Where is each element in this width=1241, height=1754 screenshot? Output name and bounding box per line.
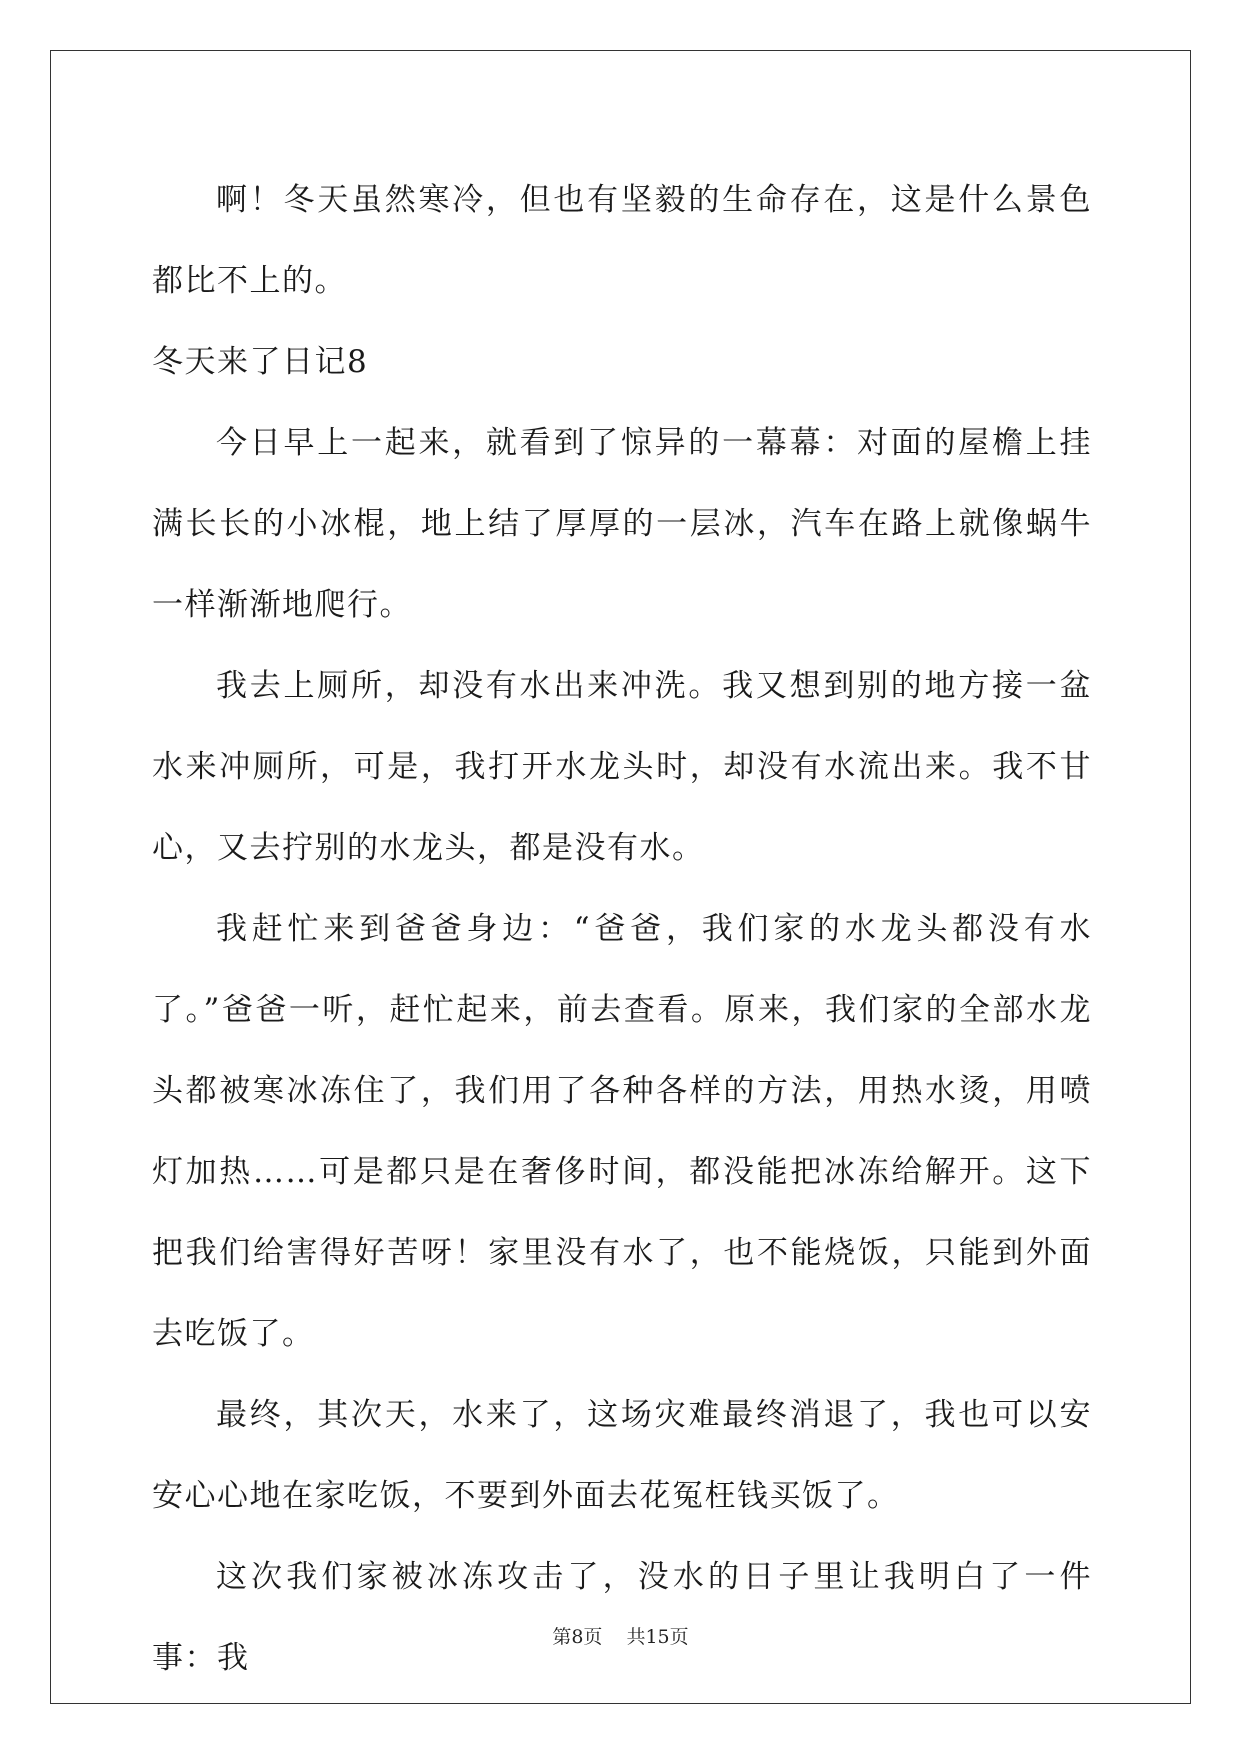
- paragraph-2: 今日早上一起来，就看到了惊异的一幕幕：对面的屋檐上挂满长长的小冰棍，地上结了厚厚的一层冰，汽车在路上就像蜗牛一样渐渐地爬行。: [152, 425, 1092, 623]
- page-number: 第8页: [552, 1626, 603, 1648]
- paragraph-3: 我去上厕所，却没有水出来冲洗。我又想到别的地方接一盆水来冲厕所，可是，我打开水龙头时，却没有水流出来。我不甘心，又去拧别的水龙头，都是没有水。: [152, 668, 1092, 866]
- document-body: [152, 160, 1092, 1699]
- paragraph-4: 我赶忙来到爸爸身边：“爸爸，我们家的水龙头都没有水了。”爸爸一听，赶忙起来，前去查看。原来，我们家的全部水龙头都被寒冰冻住了，我们用了各种各样的方法，用热水烫，用喷灯加热……可是都只是在奢侈时间，都没能把冰冻给解开。这下把我们给害得好苦呀！家里没有水了，也不能烧饭，只能到外面去吃饭了。: [152, 911, 1092, 1352]
- paragraph-5: 最终，其次天，水来了，这场灾难最终消退了，我也可以安安心心地在家吃饭，不要到外面去花冤枉钱买饭了。: [152, 1397, 1092, 1514]
- paragraph-6: 这次我们家被冰冻攻击了，没水的日子里让我明白了一件事：我: [152, 1559, 1092, 1676]
- page-footer: [0, 1622, 1241, 1649]
- page-total: 共15页: [626, 1626, 689, 1648]
- paragraph-1: 啊！冬天虽然寒冷，但也有坚毅的生命存在，这是什么景色都比不上的。: [152, 182, 1092, 299]
- section-heading: 冬天来了日记8: [152, 344, 369, 380]
